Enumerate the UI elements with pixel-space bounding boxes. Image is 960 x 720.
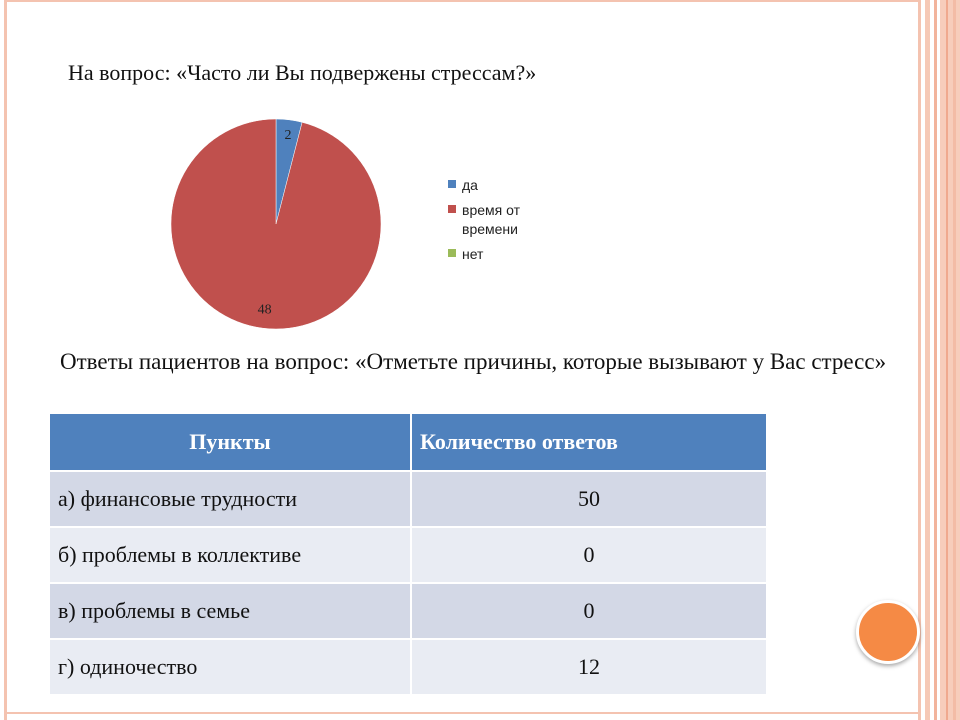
cell-item: г) одиночество bbox=[49, 639, 411, 695]
slide-frame-left bbox=[4, 0, 7, 720]
decor-stripe bbox=[925, 0, 930, 720]
legend-label: время от времени bbox=[462, 202, 520, 237]
legend-item-sometimes bbox=[448, 201, 550, 239]
stress-causes-table bbox=[48, 412, 768, 696]
slide-frame-right bbox=[918, 0, 921, 720]
legend-label: нет bbox=[462, 246, 484, 262]
cell-item: в) проблемы в семье bbox=[49, 583, 411, 639]
legend-swatch bbox=[448, 180, 456, 188]
pie-data-label-1: 48 bbox=[257, 302, 272, 318]
cell-item: а) финансовые трудности bbox=[49, 471, 411, 527]
cell-count: 0 bbox=[411, 527, 767, 583]
decorative-circle bbox=[856, 600, 920, 664]
chart-title: На вопрос: «Часто ли Вы подвержены стрессам?» bbox=[68, 60, 537, 85]
table-caption: Ответы пациентов на вопрос: «Отметьте причины, которые вызывают у Вас стресс» bbox=[60, 349, 887, 374]
cell-count: 12 bbox=[411, 639, 767, 695]
pie-data-label-0: 2 bbox=[284, 128, 292, 143]
column-header-count: Количество ответов bbox=[411, 413, 767, 471]
decor-stripe bbox=[934, 0, 937, 720]
decor-stripe bbox=[953, 0, 956, 720]
legend-label: да bbox=[462, 177, 478, 193]
legend-item-no bbox=[448, 245, 550, 264]
pie-chart bbox=[160, 108, 392, 340]
table-header-row bbox=[49, 413, 767, 471]
legend-item-yes bbox=[448, 176, 550, 195]
decor-stripe bbox=[946, 0, 948, 720]
legend-swatch bbox=[448, 249, 456, 257]
table-row bbox=[49, 583, 767, 639]
table-row bbox=[49, 527, 767, 583]
chart-legend bbox=[448, 176, 550, 270]
decor-stripe bbox=[940, 0, 960, 720]
cell-count: 50 bbox=[411, 471, 767, 527]
table-row bbox=[49, 471, 767, 527]
legend-swatch bbox=[448, 205, 456, 213]
cell-item: б) проблемы в коллективе bbox=[49, 527, 411, 583]
cell-count: 0 bbox=[411, 583, 767, 639]
slide-frame-top bbox=[4, 0, 920, 2]
pie-slice-1 bbox=[171, 119, 381, 329]
slide-frame-bottom bbox=[4, 712, 920, 714]
column-header-items: Пункты bbox=[49, 413, 411, 471]
table-row bbox=[49, 639, 767, 695]
